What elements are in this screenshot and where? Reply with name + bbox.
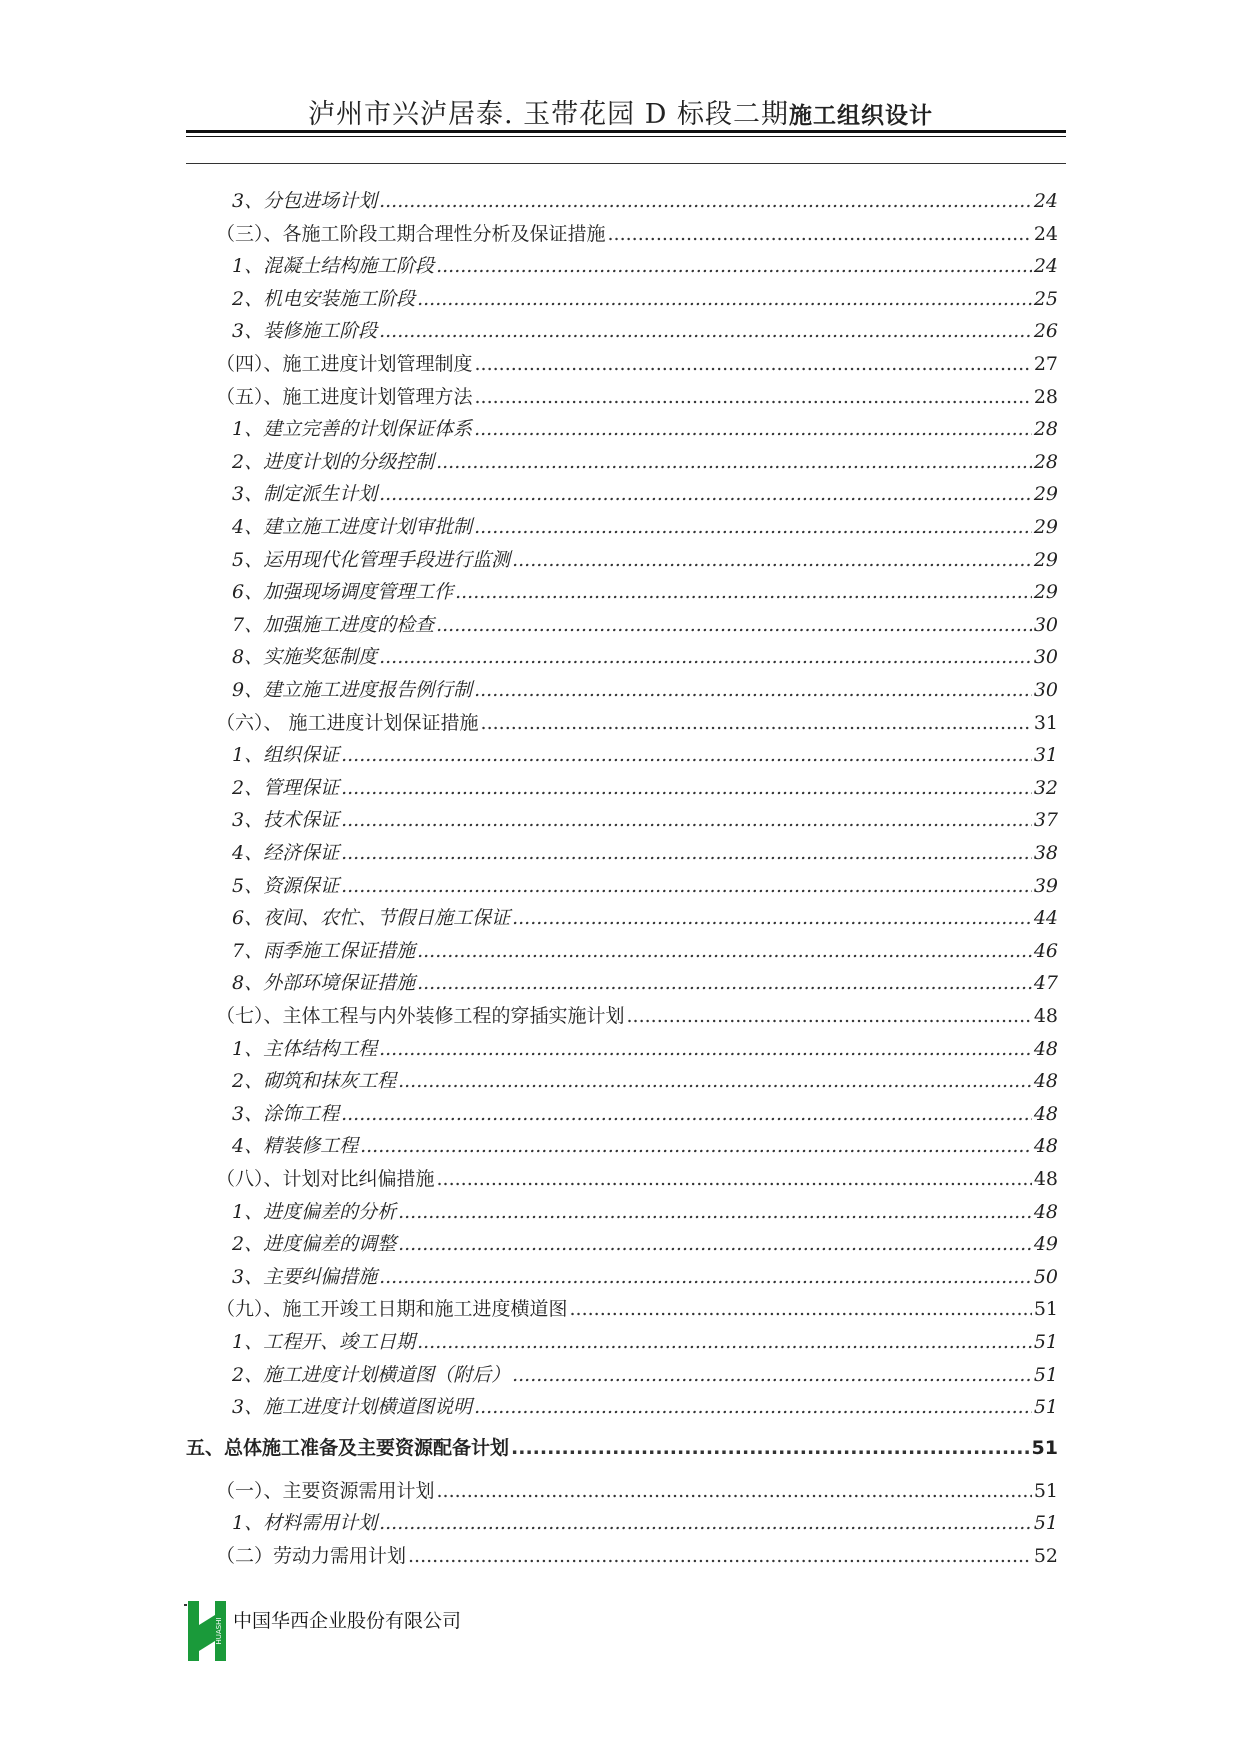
logo-left-bar [188,1601,199,1661]
toc-entry-page: 51 [1033,1479,1058,1502]
toc-entry-label: 5、资源保证 [232,874,340,897]
toc-leader-dots [379,188,1032,214]
toc-entry-label: （三）、各施工阶段工期合理性分析及保证措施 [216,222,606,245]
toc-entry[interactable] [232,742,1058,768]
toc-entry[interactable] [232,416,1058,442]
toc-entry-page: 46 [1033,939,1058,962]
toc-entry-page: 44 [1033,907,1058,930]
toc-leader-dots [608,221,1032,247]
toc-entry-label: 3、装修施工阶段 [232,320,378,343]
toc-entry[interactable] [232,644,1058,670]
footer-company-name: 中国华西企业股份有限公司 [233,1610,462,1632]
toc-leader-dots [511,1435,1030,1461]
toc-entry[interactable] [232,1510,1058,1536]
toc-leader-dots [437,1478,1032,1504]
toc-leader-dots [398,1199,1032,1225]
toc-entry[interactable] [232,449,1058,475]
toc-entry-label: （八）、计划对比纠偏措施 [216,1168,435,1190]
toc-leader-dots [436,449,1032,475]
toc-leader-dots [379,318,1032,344]
toc-entry-label: 1、混凝土结构施工阶段 [232,255,435,278]
toc-entry[interactable] [232,1068,1058,1094]
toc-leader-dots [417,938,1032,964]
toc-entry-page: 51 [1033,1396,1058,1419]
toc-entry-page: 51 [1033,1512,1058,1535]
toc-entry[interactable] [232,1231,1058,1257]
toc-entry-page: 24 [1033,255,1058,278]
toc-entry-page: 31 [1033,711,1058,734]
toc-entry[interactable] [232,318,1058,344]
toc-leader-dots [512,1362,1032,1388]
toc-leader-dots [341,1101,1032,1127]
toc-leader-dots [570,1296,1032,1322]
header-title-main: 泸州市兴泸居泰. 玉带花园 D 标段二期 [308,99,789,130]
toc-entry-page: 48 [1033,1200,1058,1223]
toc-entry-page: 28 [1033,418,1058,441]
toc-entry-label: （六）、 施工进度计划保证措施 [216,711,479,734]
toc-leader-dots [455,579,1032,605]
toc-entry-page: 48 [1033,1168,1058,1190]
toc-entry[interactable] [232,547,1058,573]
toc-entry-page: 29 [1033,581,1058,604]
toc-entry-label: （五）、施工进度计划管理方法 [216,385,473,408]
toc-entry-page: 29 [1033,483,1058,506]
toc-entry[interactable] [232,1362,1058,1388]
toc-entry[interactable] [232,1036,1058,1062]
toc-entry-label: 5、运用现代化管理手段进行监测 [232,548,511,571]
toc-entry[interactable] [232,873,1058,899]
toc-entry-label: 8、实施奖惩制度 [232,646,378,669]
toc-leader-dots [341,807,1032,833]
toc-entry-label: 2、进度计划的分级控制 [232,450,435,473]
toc-entry-label: 4、经济保证 [232,842,340,864]
toc-leader-dots [341,775,1032,801]
toc-entry-label: 4、建立施工进度计划审批制 [232,516,473,538]
toc-entry[interactable] [232,612,1058,638]
toc-top-rule [186,163,1066,164]
toc-entry-label: （四）、施工进度计划管理制度 [216,353,473,375]
toc-entry-label: （七）、主体工程与内外装修工程的穿插实施计划 [216,1005,625,1027]
logo-text: HUASHI [215,1617,223,1645]
toc-leader-dots [417,1329,1032,1355]
toc-entry[interactable] [232,1394,1058,1420]
toc-leader-dots [379,1264,1032,1290]
toc-entry-page: 28 [1033,385,1058,408]
toc-entry-page: 51 [1033,1331,1058,1353]
toc-entry-label: 2、砌筑和抹灰工程 [232,1070,397,1093]
toc-entry-label: 9、建立施工进度报告例行制 [232,679,473,701]
toc-entry[interactable] [232,253,1058,279]
toc-entry[interactable] [216,1166,1058,1192]
toc-entry-label: 7、雨季施工保证措施 [232,939,416,962]
toc-entry-page: 47 [1033,972,1058,995]
toc-entry-label: 6、加强现场调度管理工作 [232,581,454,604]
toc-entry-label: 3、涂饰工程 [232,1102,340,1125]
toc-leader-dots [360,1133,1032,1159]
toc-entry[interactable] [232,286,1058,312]
toc-leader-dots [436,253,1032,279]
logo-middle [199,1615,215,1651]
toc-entry-label: 4、精装修工程 [232,1135,359,1158]
toc-entry-label: （一）、主要资源需用计划 [216,1479,435,1502]
toc-entry-page: 24 [1033,190,1058,212]
toc-entry[interactable] [232,579,1058,605]
toc-entry[interactable] [216,1003,1058,1029]
header-rule-thick [186,130,1066,133]
toc-entry[interactable] [232,1329,1058,1355]
toc-entry[interactable] [232,775,1058,801]
toc-entry[interactable] [232,970,1058,996]
toc-leader-dots [417,286,1032,312]
toc-entry[interactable] [232,1101,1058,1127]
toc-entry-label: 3、分包进场计划 [232,190,378,212]
toc-leader-dots [379,644,1032,670]
toc-leader-dots [512,905,1032,931]
toc-entry-page: 30 [1033,679,1058,701]
toc-entry[interactable] [232,840,1058,866]
toc-entry[interactable] [232,938,1058,964]
toc-entry-label: （九）、施工开竣工日期和施工进度横道图 [216,1298,568,1321]
toc-entry-page: 51 [1033,1298,1058,1321]
toc-leader-dots [474,416,1032,442]
toc-entry-page: 52 [1033,1545,1058,1567]
toc-leader-dots [436,612,1032,638]
toc-leader-dots [341,840,1032,866]
toc-entry[interactable] [216,384,1058,410]
toc-leader-dots [379,1510,1032,1536]
toc-leader-dots [398,1231,1032,1257]
toc-leader-dots [341,742,1032,768]
toc-entry-page: 24 [1033,222,1058,245]
toc-leader-dots [474,677,1032,703]
toc-leader-dots [437,1166,1032,1192]
toc-leader-dots [474,514,1032,540]
toc-entry-label: 3、主要纠偏措施 [232,1265,378,1288]
toc-entry-page: 48 [1033,1005,1058,1027]
footer-mark [184,1604,187,1606]
toc-entry-page: 26 [1033,320,1058,343]
toc-entry-page: 32 [1033,776,1058,799]
toc-entry[interactable] [232,1199,1058,1225]
header-rule-thin [186,136,1066,137]
toc-leader-dots [475,384,1032,410]
toc-entry-label: 1、进度偏差的分析 [232,1200,397,1223]
toc-entry-page: 29 [1033,548,1058,571]
toc-entry[interactable] [232,677,1058,703]
toc-entry[interactable] [216,221,1058,247]
toc-entry-label: 3、制定派生计划 [232,483,378,506]
toc-entry-page: 31 [1033,744,1058,767]
toc-entry-page: 37 [1033,809,1058,832]
toc-leader-dots [379,1036,1032,1062]
toc-entry-page: 30 [1033,613,1058,636]
toc-leader-dots [417,970,1032,996]
toc-entry-label: （二）劳动力需用计划 [216,1545,407,1567]
toc-entry[interactable] [232,905,1058,931]
toc-entry-page: 48 [1033,1102,1058,1125]
toc-leader-dots [475,351,1032,377]
toc-entry-label: 1、工程开、竣工日期 [232,1331,416,1353]
toc-entry-label: 2、管理保证 [232,776,340,799]
toc-entry-page: 48 [1033,1135,1058,1158]
toc-entry-label: 1、建立完善的计划保证体系 [232,418,473,441]
huashi-logo-icon [188,1601,226,1661]
header-title-suffix: 施工组织设计 [788,103,933,129]
toc-entry[interactable] [232,514,1058,540]
toc-entry-page: 48 [1033,1070,1058,1093]
toc-entry-label: 1、材料需用计划 [232,1512,378,1535]
toc-entry-page: 27 [1033,353,1058,375]
toc-entry-page: 50 [1033,1265,1058,1288]
toc-entry-label: 五、总体施工准备及主要资源配备计划 [186,1436,510,1459]
toc-entry-page: 25 [1033,287,1058,310]
toc-entry-page: 51 [1033,1363,1058,1386]
toc-entry-page: 39 [1033,874,1058,897]
toc-entry[interactable] [216,710,1058,736]
toc-entry-page: 28 [1033,450,1058,473]
toc-entry[interactable] [232,481,1058,507]
toc-entry-page: 38 [1033,842,1058,864]
toc-entry-label: 2、机电安装施工阶段 [232,287,416,310]
toc-entry-page: 48 [1033,1037,1058,1060]
toc-entry-page: 51 [1031,1436,1058,1459]
toc-entry-label: 6、夜间、农忙、节假日施工保证 [232,907,511,930]
toc-entry[interactable] [232,1133,1058,1159]
toc-entry[interactable] [216,1543,1058,1569]
toc-leader-dots [627,1003,1032,1029]
toc-entry-label: 2、进度偏差的调整 [232,1233,397,1256]
toc-entry[interactable] [232,807,1058,833]
toc-entry[interactable] [232,188,1058,214]
toc-entry-label: 1、主体结构工程 [232,1037,378,1060]
toc-entry[interactable] [216,351,1058,377]
page-header-title [0,92,1241,131]
toc-entry[interactable] [216,1296,1058,1322]
toc-entry-page: 29 [1033,516,1058,538]
toc-entry-page: 49 [1033,1233,1058,1256]
toc-entry-label: 2、施工进度计划横道图（附后） [232,1363,511,1386]
toc-leader-dots [512,547,1032,573]
toc-leader-dots [398,1068,1032,1094]
toc-leader-dots [341,873,1032,899]
toc-entry[interactable] [232,1264,1058,1290]
toc-entry-label: 3、施工进度计划横道图说明 [232,1396,473,1419]
toc-leader-dots [481,710,1032,736]
toc-leader-dots [408,1543,1032,1569]
toc-leader-dots [474,1394,1032,1420]
toc-entry-label: 8、外部环境保证措施 [232,972,416,995]
toc-leader-dots [379,481,1032,507]
toc-entry[interactable] [216,1478,1058,1504]
toc-entry-page: 30 [1033,646,1058,669]
toc-entry[interactable] [186,1435,1058,1461]
toc-entry-label: 1、组织保证 [232,744,340,767]
toc-entry-label: 7、加强施工进度的检查 [232,613,435,636]
toc-entry-label: 3、技术保证 [232,809,340,832]
